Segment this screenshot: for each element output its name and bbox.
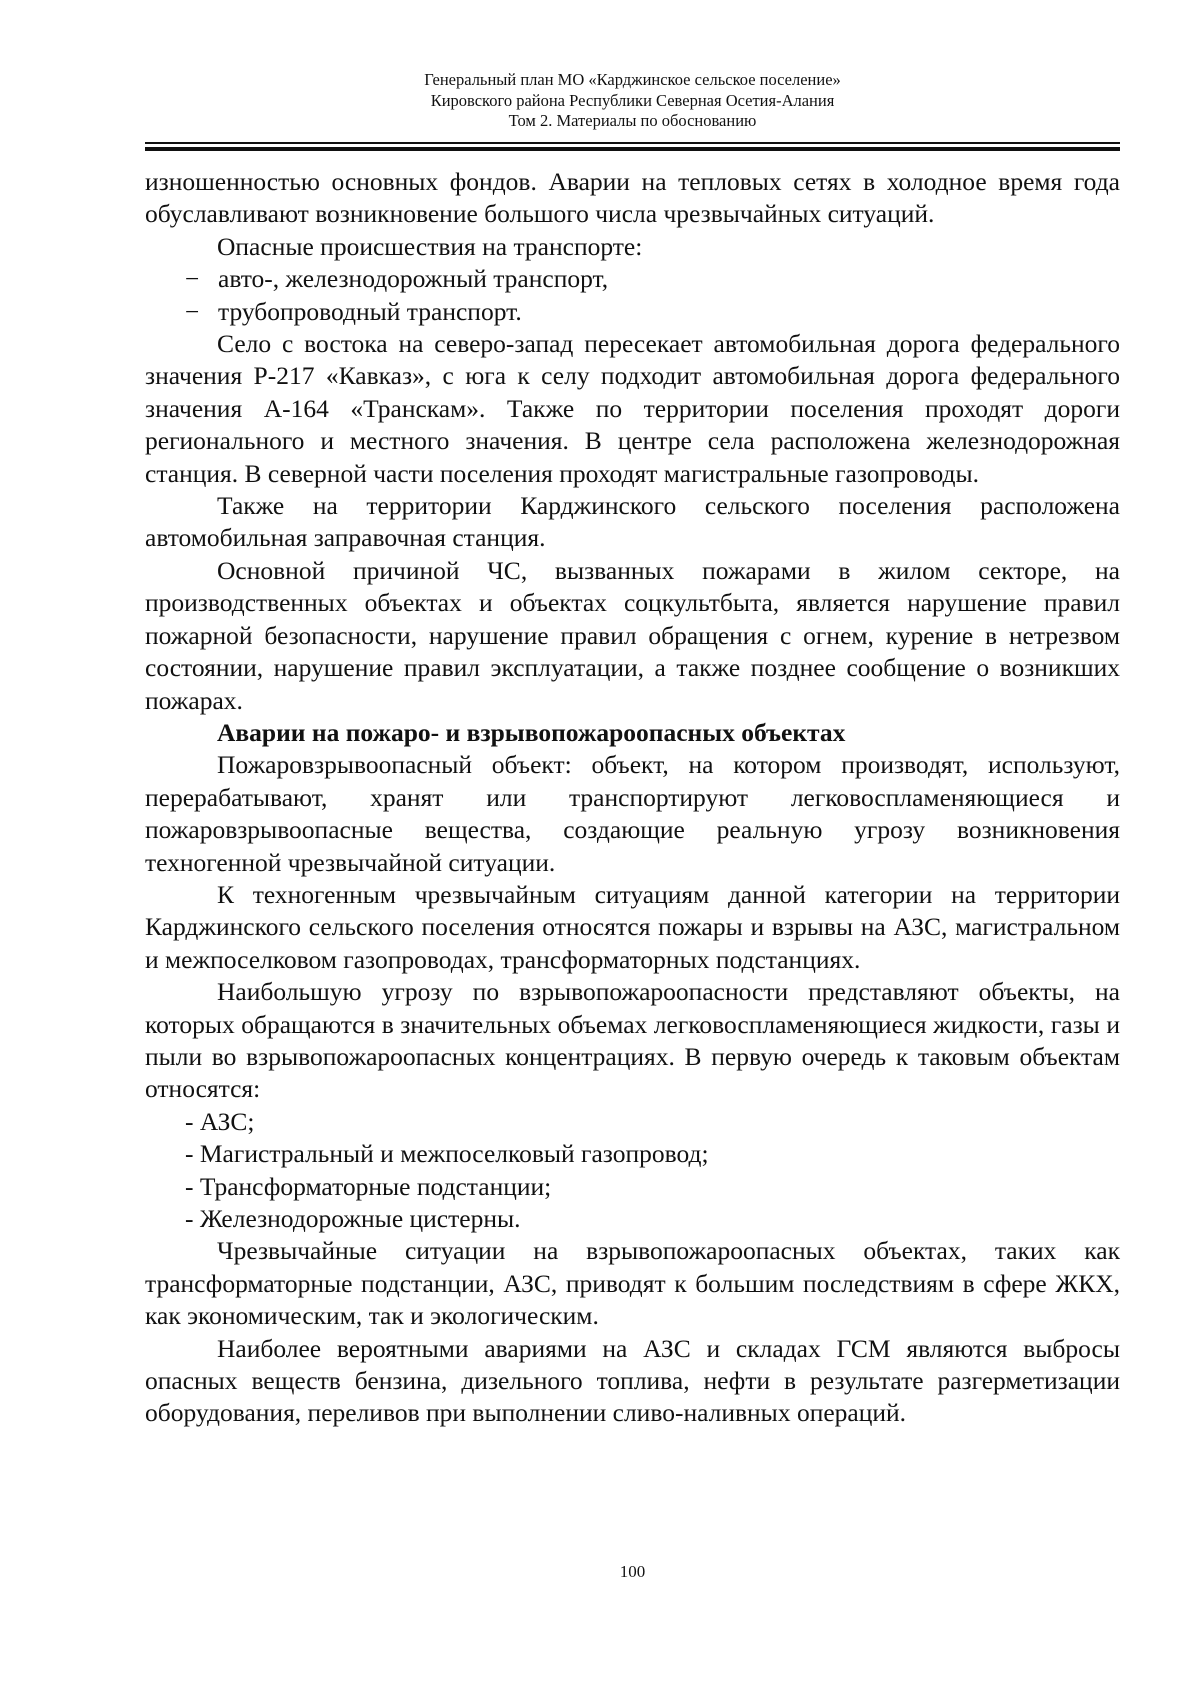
page-number: 100 (619, 1562, 646, 1581)
paragraph-greatest-threat: Наибольшую угрозу по взрывопожароопасности представляют объекты, на которых обращаются в значительных объемах легковоспламеняющиеся жидкости, газы и пыли во взрывопожароопасных концентрациях. В первую очередь к таковым объектам относятся: (145, 977, 1120, 1104)
header-divider-thick (145, 147, 1120, 151)
paragraph-fire-causes: Основной причиной ЧС, вызванных пожарами в жилом секторе, на производственных объектах и объектах соцкультбыта, является нарушение правил пожарной безопасности, нарушение правил обращения с огнем, курение в нетрезвом состоянии, нарушение правил эксплуатации, а также позднее сообщение о возникших пожарах. (145, 555, 1120, 715)
list-item (145, 263, 1120, 295)
paragraph-transport-intro: Опасные происшествия на транспорте: (217, 231, 643, 261)
paragraph-consequences: Чрезвычайные ситуации на взрывопожароопасных объектах, таких как трансформаторные подстанции, АЗС, приводят к большим последствиям в сфере ЖКХ, как экономическим, так и экологическим. (145, 1236, 1120, 1331)
header-line-volume: Том 2. Материалы по обоснованию (508, 111, 757, 130)
paragraph-continuation: изношенностью основных фондов. Аварии на тепловых сетях в холодное время года обуславливают возникновение большого числа чрезвычайных ситуаций. (145, 167, 1120, 229)
document-header (145, 70, 1120, 132)
list-item: - Трансформаторные подстанции; (185, 1171, 552, 1201)
list-item-text: авто-, железнодорожный транспорт, (218, 264, 609, 294)
paragraph-probable-accidents: Наиболее вероятными авариями на АЗС и складах ГСМ являются выбросы опасных веществ бензина, дизельного топлива, нефти в результате разгерметизации оборудования, переливов при выполнении сливо-наливных операций. (145, 1333, 1120, 1428)
paragraph-roads: Село с востока на северо-запад пересекает автомобильная дорога федерального значения Р-217 «Кавказ», с юга к селу подходит автомобильная дорога федерального значения А-164 «Транскам». Также по территории поселения проходят дороги регионального и местного значения. В центре села расположена железнодорожная станция. В северной части поселения проходят магистральные газопроводы. (145, 329, 1120, 488)
paragraph-gas-station: Также на территории Карджинского сельского поселения расположена автомобильная заправочная станция. (145, 491, 1120, 553)
list-item (145, 296, 1120, 328)
dash-marker: − (185, 296, 200, 326)
header-divider-thin (145, 142, 1120, 144)
list-item-text: трубопроводный транспорт. (218, 296, 522, 326)
header-line-region: Кировского района Республики Северная Осетия-Алания (430, 90, 835, 110)
paragraph-definition: Пожаровзрывоопасный объект: объект, на котором производят, используют, перерабатывают, хранят или транспортируют легковоспламеняющиеся и пожаровзрывоопасные вещества, создающие реальную угрозу возникновения техногенной чрезвычайной ситуации. (145, 750, 1120, 877)
paragraph-technogenic: К техногенным чрезвычайным ситуациям данной категории на территории Карджинского сельского поселения относятся пожары и взрывы на АЗС, магистральном и межпоселковом газопроводах, трансформаторных подстанциях. (145, 879, 1120, 974)
header-line-title: Генеральный план МО «Карджинское сельское поселение» (424, 70, 841, 89)
list-item: - АЗС; (185, 1106, 255, 1136)
list-item: - Железнодорожные цистерны. (185, 1204, 521, 1233)
section-heading: Аварии на пожаро- и взрывопожароопасных объектах (217, 717, 846, 747)
list-item: - Магистральный и межпоселковый газопровод; (185, 1139, 709, 1169)
page-body (145, 166, 1120, 1430)
dash-marker: − (185, 264, 200, 294)
